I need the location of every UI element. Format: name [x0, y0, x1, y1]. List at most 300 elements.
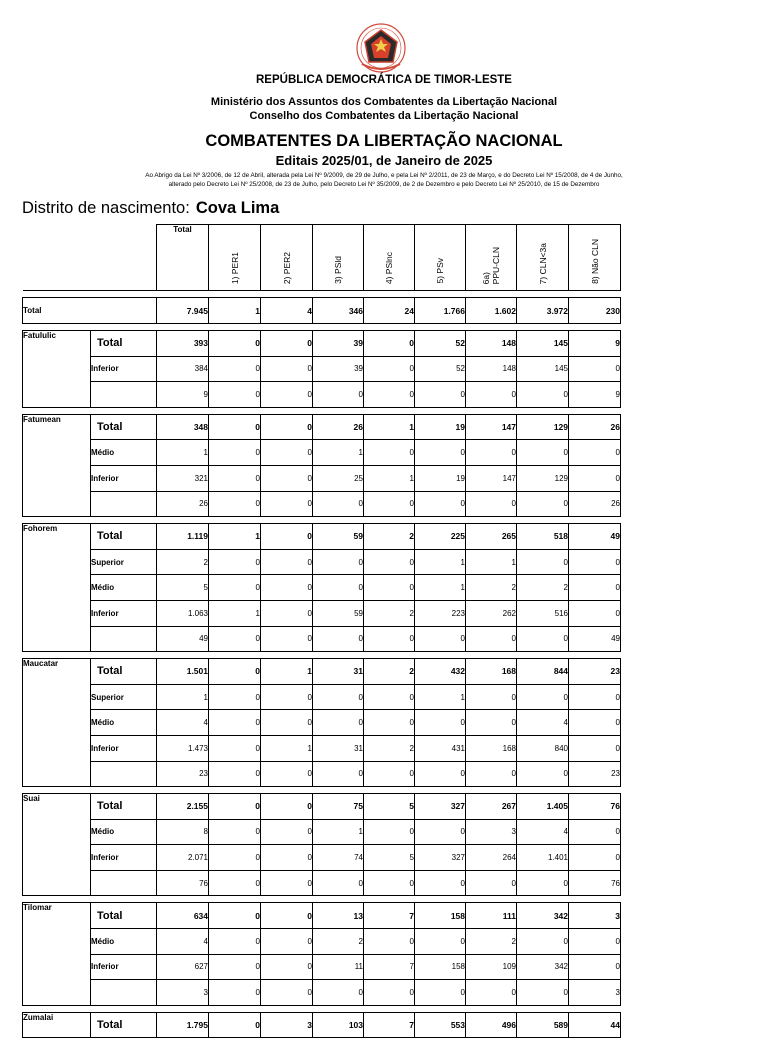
value-cell: 4: [517, 819, 569, 845]
republic-seal-logo: [348, 22, 414, 78]
value-cell: 267: [466, 794, 517, 820]
value-cell: 26: [569, 491, 621, 517]
value-cell: 0: [209, 710, 261, 736]
value-cell: 0: [313, 382, 364, 408]
grand-total-cell: 1: [209, 298, 261, 324]
value-cell: 0: [517, 440, 569, 466]
value-cell: 1: [157, 440, 209, 466]
value-cell: 0: [313, 710, 364, 736]
subdistrict-name: Zumalai: [23, 1012, 91, 1038]
row-gap: [23, 517, 621, 524]
value-cell: 0: [415, 626, 466, 652]
value-cell: 431: [415, 735, 466, 761]
subdistrict-row: [23, 600, 621, 626]
value-cell: 2: [466, 929, 517, 955]
council-name: Conselho dos Combatentes da Libertação Nacional: [249, 110, 519, 122]
education-level: [91, 382, 157, 408]
value-cell: 223: [415, 600, 466, 626]
value-cell: 265: [466, 524, 517, 550]
value-cell: 0: [209, 761, 261, 787]
value-cell: 0: [261, 761, 313, 787]
education-level: [91, 626, 157, 652]
district-value: Cova Lima: [195, 199, 280, 217]
subdistrict-row: [23, 575, 621, 601]
column-header: [313, 225, 364, 291]
value-cell: 0: [209, 954, 261, 980]
value-cell: 1.063: [157, 600, 209, 626]
value-cell: 0: [415, 440, 466, 466]
value-cell: 3: [157, 980, 209, 1006]
value-cell: 0: [209, 626, 261, 652]
value-cell: 342: [517, 954, 569, 980]
value-cell: 0: [209, 1012, 261, 1038]
value-cell: 0: [261, 794, 313, 820]
value-cell: 0: [364, 684, 415, 710]
value-cell: 59: [313, 600, 364, 626]
subdistrict-row: [23, 903, 621, 929]
education-level: Inferior: [91, 954, 157, 980]
value-cell: 0: [209, 331, 261, 357]
value-cell: 19: [415, 414, 466, 440]
value-cell: 0: [313, 491, 364, 517]
value-cell: 0: [415, 980, 466, 1006]
value-cell: 1: [209, 524, 261, 550]
subdistrict-row: [23, 845, 621, 871]
education-level: Superior: [91, 549, 157, 575]
subdistrict-row: [23, 414, 621, 440]
value-cell: 627: [157, 954, 209, 980]
subdistrict-name: Fatululic: [23, 331, 91, 408]
value-cell: 0: [209, 659, 261, 685]
subdistrict-row: [23, 356, 621, 382]
value-cell: 147: [466, 414, 517, 440]
value-cell: 432: [415, 659, 466, 685]
value-cell: 0: [466, 761, 517, 787]
value-cell: 0: [415, 929, 466, 955]
column-header: [261, 225, 313, 291]
value-cell: 2: [364, 524, 415, 550]
value-cell: 0: [209, 929, 261, 955]
grand-total-cell: 4: [261, 298, 313, 324]
column-header: [466, 225, 517, 291]
grand-total-cell: 230: [569, 298, 621, 324]
value-cell: 0: [261, 980, 313, 1006]
gap-cell: [23, 896, 621, 903]
value-cell: 327: [415, 794, 466, 820]
column-header-label: 4) PSlnc: [384, 251, 394, 284]
subdistrict-row: [23, 684, 621, 710]
value-cell: 145: [517, 356, 569, 382]
subdistrict-row: [23, 735, 621, 761]
value-cell: 0: [569, 735, 621, 761]
value-cell: 13: [313, 903, 364, 929]
education-level: Inferior: [91, 465, 157, 491]
value-cell: 0: [517, 929, 569, 955]
subdistrict-row: [23, 549, 621, 575]
district-heading: [22, 199, 279, 218]
value-cell: 0: [261, 331, 313, 357]
value-cell: 1: [466, 549, 517, 575]
value-cell: 1: [415, 684, 466, 710]
value-cell: 26: [313, 414, 364, 440]
value-cell: 2: [517, 575, 569, 601]
value-cell: 158: [415, 954, 466, 980]
value-cell: 0: [466, 626, 517, 652]
value-cell: 2: [157, 549, 209, 575]
value-cell: 1: [261, 659, 313, 685]
value-cell: 0: [313, 575, 364, 601]
education-level: Total: [91, 524, 157, 550]
value-cell: 1: [313, 819, 364, 845]
value-cell: 0: [209, 491, 261, 517]
value-cell: 0: [209, 870, 261, 896]
value-cell: 0: [569, 819, 621, 845]
subdistrict-row: [23, 929, 621, 955]
value-cell: 0: [209, 382, 261, 408]
subdistrict-name: Suai: [23, 794, 91, 896]
value-cell: 0: [313, 870, 364, 896]
grand-total-cell: 24: [364, 298, 415, 324]
value-cell: 0: [517, 382, 569, 408]
value-cell: 0: [517, 549, 569, 575]
value-cell: 3: [569, 980, 621, 1006]
value-cell: 0: [261, 524, 313, 550]
subdistrict-row: [23, 954, 621, 980]
education-level: Total: [91, 794, 157, 820]
value-cell: 1: [364, 465, 415, 491]
value-cell: 1.119: [157, 524, 209, 550]
value-cell: 0: [261, 845, 313, 871]
gap-cell: [23, 517, 621, 524]
value-cell: 496: [466, 1012, 517, 1038]
value-cell: 76: [569, 870, 621, 896]
value-cell: 0: [209, 980, 261, 1006]
value-cell: 129: [517, 414, 569, 440]
education-level: Médio: [91, 575, 157, 601]
value-cell: 0: [313, 626, 364, 652]
value-cell: 76: [569, 794, 621, 820]
value-cell: 0: [569, 356, 621, 382]
subdistrict-row: [23, 440, 621, 466]
value-cell: 0: [209, 819, 261, 845]
value-cell: 0: [209, 465, 261, 491]
value-cell: 23: [569, 761, 621, 787]
value-cell: 26: [157, 491, 209, 517]
subdistrict-row: [23, 1012, 621, 1038]
value-cell: 1.501: [157, 659, 209, 685]
legal-basis-line-1: Ao Abrigo da Lei Nº 3/2006, de 12 de Abril, alterada pela Lei Nº 9/2009, de 29 de Julho, e pela Lei Nº 2/2011, de 23 de Março, e do Decreto Lei Nº 15/2008, de 4 de Junho,: [145, 172, 623, 179]
value-cell: 0: [517, 491, 569, 517]
column-header-label: 3) PSld: [333, 256, 343, 284]
value-cell: 0: [261, 414, 313, 440]
subdistrict-row: [23, 870, 621, 896]
value-cell: 1: [157, 684, 209, 710]
value-cell: 0: [364, 331, 415, 357]
value-cell: 0: [415, 870, 466, 896]
value-cell: 0: [261, 710, 313, 736]
value-cell: 0: [209, 575, 261, 601]
value-cell: 0: [517, 980, 569, 1006]
value-cell: 516: [517, 600, 569, 626]
value-cell: 0: [261, 491, 313, 517]
value-cell: 74: [313, 845, 364, 871]
value-cell: 0: [569, 549, 621, 575]
row-gap: [23, 407, 621, 414]
value-cell: 0: [517, 761, 569, 787]
value-cell: 1: [415, 575, 466, 601]
value-cell: 7: [364, 903, 415, 929]
value-cell: 49: [157, 626, 209, 652]
value-cell: 158: [415, 903, 466, 929]
education-level: Total: [91, 331, 157, 357]
value-cell: 0: [364, 929, 415, 955]
ministry-name: Ministério dos Assuntos dos Combatentes da Libertação Nacional: [210, 96, 558, 108]
value-cell: 0: [261, 382, 313, 408]
subdistrict-row: [23, 819, 621, 845]
value-cell: 0: [569, 465, 621, 491]
subdistrict-row: [23, 794, 621, 820]
gap-cell: [23, 652, 621, 659]
value-cell: 0: [261, 903, 313, 929]
education-level: [91, 761, 157, 787]
value-cell: 0: [261, 870, 313, 896]
value-cell: 0: [261, 549, 313, 575]
value-cell: 0: [466, 440, 517, 466]
value-cell: 103: [313, 1012, 364, 1038]
value-cell: 1.405: [517, 794, 569, 820]
value-cell: 0: [569, 845, 621, 871]
value-cell: 342: [517, 903, 569, 929]
value-cell: 39: [313, 331, 364, 357]
value-cell: 0: [364, 761, 415, 787]
education-level: Total: [91, 414, 157, 440]
document-subtitle: Editais 2025/01, de Janeiro de 2025: [275, 153, 493, 168]
value-cell: 147: [466, 465, 517, 491]
value-cell: 0: [209, 440, 261, 466]
subdistrict-row: [23, 710, 621, 736]
legal-basis-line-2: alterado pelo Decreto Lei Nº 25/2008, de 23 de Julho, pelo Decreto Lei Nº 35/2009, de 2 de Dezembro e pelo Decreto Lei Nº 25/2010, de 15 de Dezembro: [168, 181, 600, 188]
value-cell: 348: [157, 414, 209, 440]
value-cell: 0: [261, 600, 313, 626]
grand-total-row: [23, 298, 621, 324]
value-cell: 52: [415, 331, 466, 357]
value-cell: 109: [466, 954, 517, 980]
value-cell: 1.473: [157, 735, 209, 761]
header-blank-cell: [23, 225, 157, 291]
value-cell: 518: [517, 524, 569, 550]
education-level: [91, 870, 157, 896]
value-cell: 393: [157, 331, 209, 357]
value-cell: 262: [466, 600, 517, 626]
value-cell: 0: [569, 684, 621, 710]
education-level: Total: [91, 903, 157, 929]
value-cell: 2.155: [157, 794, 209, 820]
column-header-label: 5) PSv: [435, 258, 445, 284]
value-cell: 0: [209, 903, 261, 929]
value-cell: 0: [569, 929, 621, 955]
value-cell: 0: [364, 382, 415, 408]
column-header-label: 2) PER2: [281, 251, 292, 284]
column-header-label: 7) CLN<3a: [537, 242, 548, 284]
value-cell: 5: [364, 845, 415, 871]
value-cell: 0: [415, 761, 466, 787]
subdistrict-row: [23, 980, 621, 1006]
column-header-label: 1) PER1: [229, 251, 240, 284]
value-cell: 840: [517, 735, 569, 761]
education-level: Total: [91, 1012, 157, 1038]
education-level: [91, 980, 157, 1006]
gap-cell: [23, 787, 621, 794]
gap-cell: [23, 291, 621, 298]
subdistrict-row: [23, 761, 621, 787]
value-cell: 0: [364, 819, 415, 845]
subdistrict-name: Fohorem: [23, 524, 91, 652]
value-cell: 0: [466, 980, 517, 1006]
education-level: Médio: [91, 929, 157, 955]
value-cell: 5: [157, 575, 209, 601]
value-cell: 0: [209, 684, 261, 710]
education-level: Inferior: [91, 356, 157, 382]
value-cell: 0: [364, 626, 415, 652]
education-level: Inferior: [91, 735, 157, 761]
value-cell: 0: [569, 954, 621, 980]
education-level: Médio: [91, 440, 157, 466]
value-cell: 1: [313, 440, 364, 466]
value-cell: 7: [364, 954, 415, 980]
subdistrict-row: [23, 626, 621, 652]
value-cell: 0: [313, 684, 364, 710]
value-cell: 0: [415, 710, 466, 736]
value-cell: 0: [209, 845, 261, 871]
value-cell: 1: [415, 549, 466, 575]
column-header-label: 8) Não CLN: [589, 239, 600, 284]
value-cell: 3: [569, 903, 621, 929]
value-cell: 3: [261, 1012, 313, 1038]
value-cell: 0: [261, 440, 313, 466]
value-cell: 1.401: [517, 845, 569, 871]
value-cell: 0: [466, 870, 517, 896]
subdistrict-name: Maucatar: [23, 659, 91, 787]
district-label: Distrito de nascimento:: [22, 199, 190, 217]
value-cell: 0: [209, 414, 261, 440]
education-level: Inferior: [91, 600, 157, 626]
value-cell: 2: [466, 575, 517, 601]
value-cell: 3: [466, 819, 517, 845]
statistics-table: [22, 224, 621, 1038]
value-cell: 129: [517, 465, 569, 491]
value-cell: 0: [313, 980, 364, 1006]
value-cell: 0: [517, 684, 569, 710]
value-cell: 0: [517, 626, 569, 652]
value-cell: 8: [157, 819, 209, 845]
value-cell: 44: [569, 1012, 621, 1038]
row-gap: [23, 1005, 621, 1012]
subdistrict-row: [23, 659, 621, 685]
value-cell: 0: [261, 929, 313, 955]
subdistrict-row: [23, 491, 621, 517]
value-cell: 1: [209, 600, 261, 626]
row-gap: [23, 652, 621, 659]
column-header-label: 6a) PPU-CLN: [481, 246, 501, 284]
value-cell: 0: [209, 794, 261, 820]
value-cell: 168: [466, 659, 517, 685]
value-cell: 26: [569, 414, 621, 440]
value-cell: 0: [364, 870, 415, 896]
grand-total-cell: 1.602: [466, 298, 517, 324]
document-title: COMBATENTES DA LIBERTAÇÃO NACIONAL: [205, 132, 563, 150]
value-cell: 0: [261, 626, 313, 652]
value-cell: 59: [313, 524, 364, 550]
value-cell: 0: [466, 491, 517, 517]
value-cell: 0: [364, 356, 415, 382]
grand-total-cell: 1.766: [415, 298, 466, 324]
value-cell: 0: [364, 440, 415, 466]
column-header: Total: [157, 225, 209, 291]
value-cell: 2: [364, 659, 415, 685]
value-cell: 0: [313, 761, 364, 787]
value-cell: 148: [466, 331, 517, 357]
education-level: Superior: [91, 684, 157, 710]
value-cell: 321: [157, 465, 209, 491]
column-header: [517, 225, 569, 291]
value-cell: 0: [364, 575, 415, 601]
value-cell: 0: [364, 980, 415, 1006]
column-header: [569, 225, 621, 291]
value-cell: 76: [157, 870, 209, 896]
value-cell: 23: [157, 761, 209, 787]
value-cell: 111: [466, 903, 517, 929]
subdistrict-row: [23, 465, 621, 491]
value-cell: 2.071: [157, 845, 209, 871]
value-cell: 0: [209, 735, 261, 761]
value-cell: 9: [569, 382, 621, 408]
grand-total-cell: 346: [313, 298, 364, 324]
value-cell: 0: [364, 710, 415, 736]
value-cell: 0: [569, 710, 621, 736]
value-cell: 0: [313, 549, 364, 575]
value-cell: 0: [261, 819, 313, 845]
grand-total-label: Total: [23, 298, 157, 324]
value-cell: 327: [415, 845, 466, 871]
education-level: Médio: [91, 819, 157, 845]
value-cell: 0: [261, 465, 313, 491]
value-cell: 844: [517, 659, 569, 685]
value-cell: 0: [415, 819, 466, 845]
value-cell: 384: [157, 356, 209, 382]
value-cell: 39: [313, 356, 364, 382]
value-cell: 0: [209, 549, 261, 575]
gap-cell: [23, 1005, 621, 1012]
education-level: Total: [91, 659, 157, 685]
value-cell: 2: [364, 735, 415, 761]
value-cell: 168: [466, 735, 517, 761]
value-cell: 0: [209, 356, 261, 382]
subdistrict-row: [23, 382, 621, 408]
gap-cell: [23, 407, 621, 414]
column-header-row: [23, 225, 621, 291]
column-header: [209, 225, 261, 291]
value-cell: 11: [313, 954, 364, 980]
value-cell: 49: [569, 524, 621, 550]
value-cell: 49: [569, 626, 621, 652]
subdistrict-row: [23, 331, 621, 357]
grand-total-cell: 7.945: [157, 298, 209, 324]
value-cell: 0: [261, 954, 313, 980]
value-cell: 553: [415, 1012, 466, 1038]
subdistrict-name: Tilomar: [23, 903, 91, 1005]
value-cell: 52: [415, 356, 466, 382]
value-cell: 0: [364, 491, 415, 517]
